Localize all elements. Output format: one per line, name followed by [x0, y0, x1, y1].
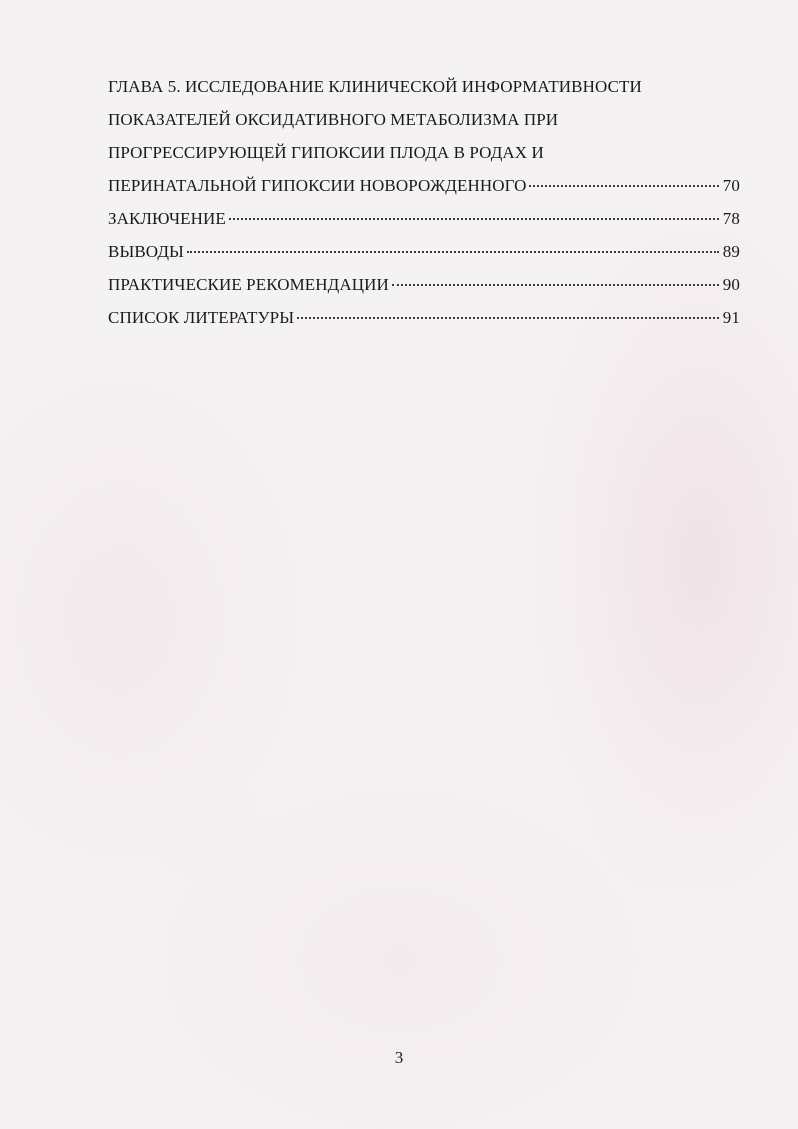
toc-entry-recommendations — [108, 268, 740, 301]
toc-chapter-5-line-2: ПОКАЗАТЕЛЕЙ ОКСИДАТИВНОГО МЕТАБОЛИЗМА ПРИ — [108, 110, 559, 129]
toc-entry-references — [108, 301, 740, 334]
toc-entry-findings — [108, 235, 740, 268]
toc-entry-label: ВЫВОДЫ — [108, 242, 184, 261]
toc-entry-chapter-5 — [108, 169, 740, 202]
toc-entry-page: 90 — [722, 275, 740, 294]
toc-entry-label: ЗАКЛЮЧЕНИЕ — [108, 209, 226, 228]
toc-entry-page: 91 — [722, 308, 740, 327]
toc-entry-page: 78 — [722, 209, 740, 228]
toc-entry-page: 89 — [722, 242, 740, 261]
dot-leader — [187, 251, 719, 253]
toc-chapter-5-line-1: ГЛАВА 5. ИССЛЕДОВАНИЕ КЛИНИЧЕСКОЙ ИНФОРМАТИВНОСТИ — [108, 77, 642, 96]
toc-entry-label: ПЕРИНАТАЛЬНОЙ ГИПОКСИИ НОВОРОЖДЕННОГО — [108, 176, 527, 195]
page-number: 3 — [394, 1048, 404, 1067]
table-of-contents — [108, 70, 740, 334]
dot-leader — [392, 284, 719, 286]
toc-entry-page: 70 — [722, 176, 740, 195]
dot-leader — [297, 317, 719, 319]
toc-entry-conclusion — [108, 202, 740, 235]
toc-entry-label: ПРАКТИЧЕСКИЕ РЕКОМЕНДАЦИИ — [108, 275, 389, 294]
toc-entry-label: СПИСОК ЛИТЕРАТУРЫ — [108, 308, 295, 327]
dot-leader — [229, 218, 719, 220]
toc-chapter-5-line-3: ПРОГРЕССИРУЮЩЕЙ ГИПОКСИИ ПЛОДА В РОДАХ И — [108, 143, 544, 162]
dot-leader — [529, 185, 718, 187]
